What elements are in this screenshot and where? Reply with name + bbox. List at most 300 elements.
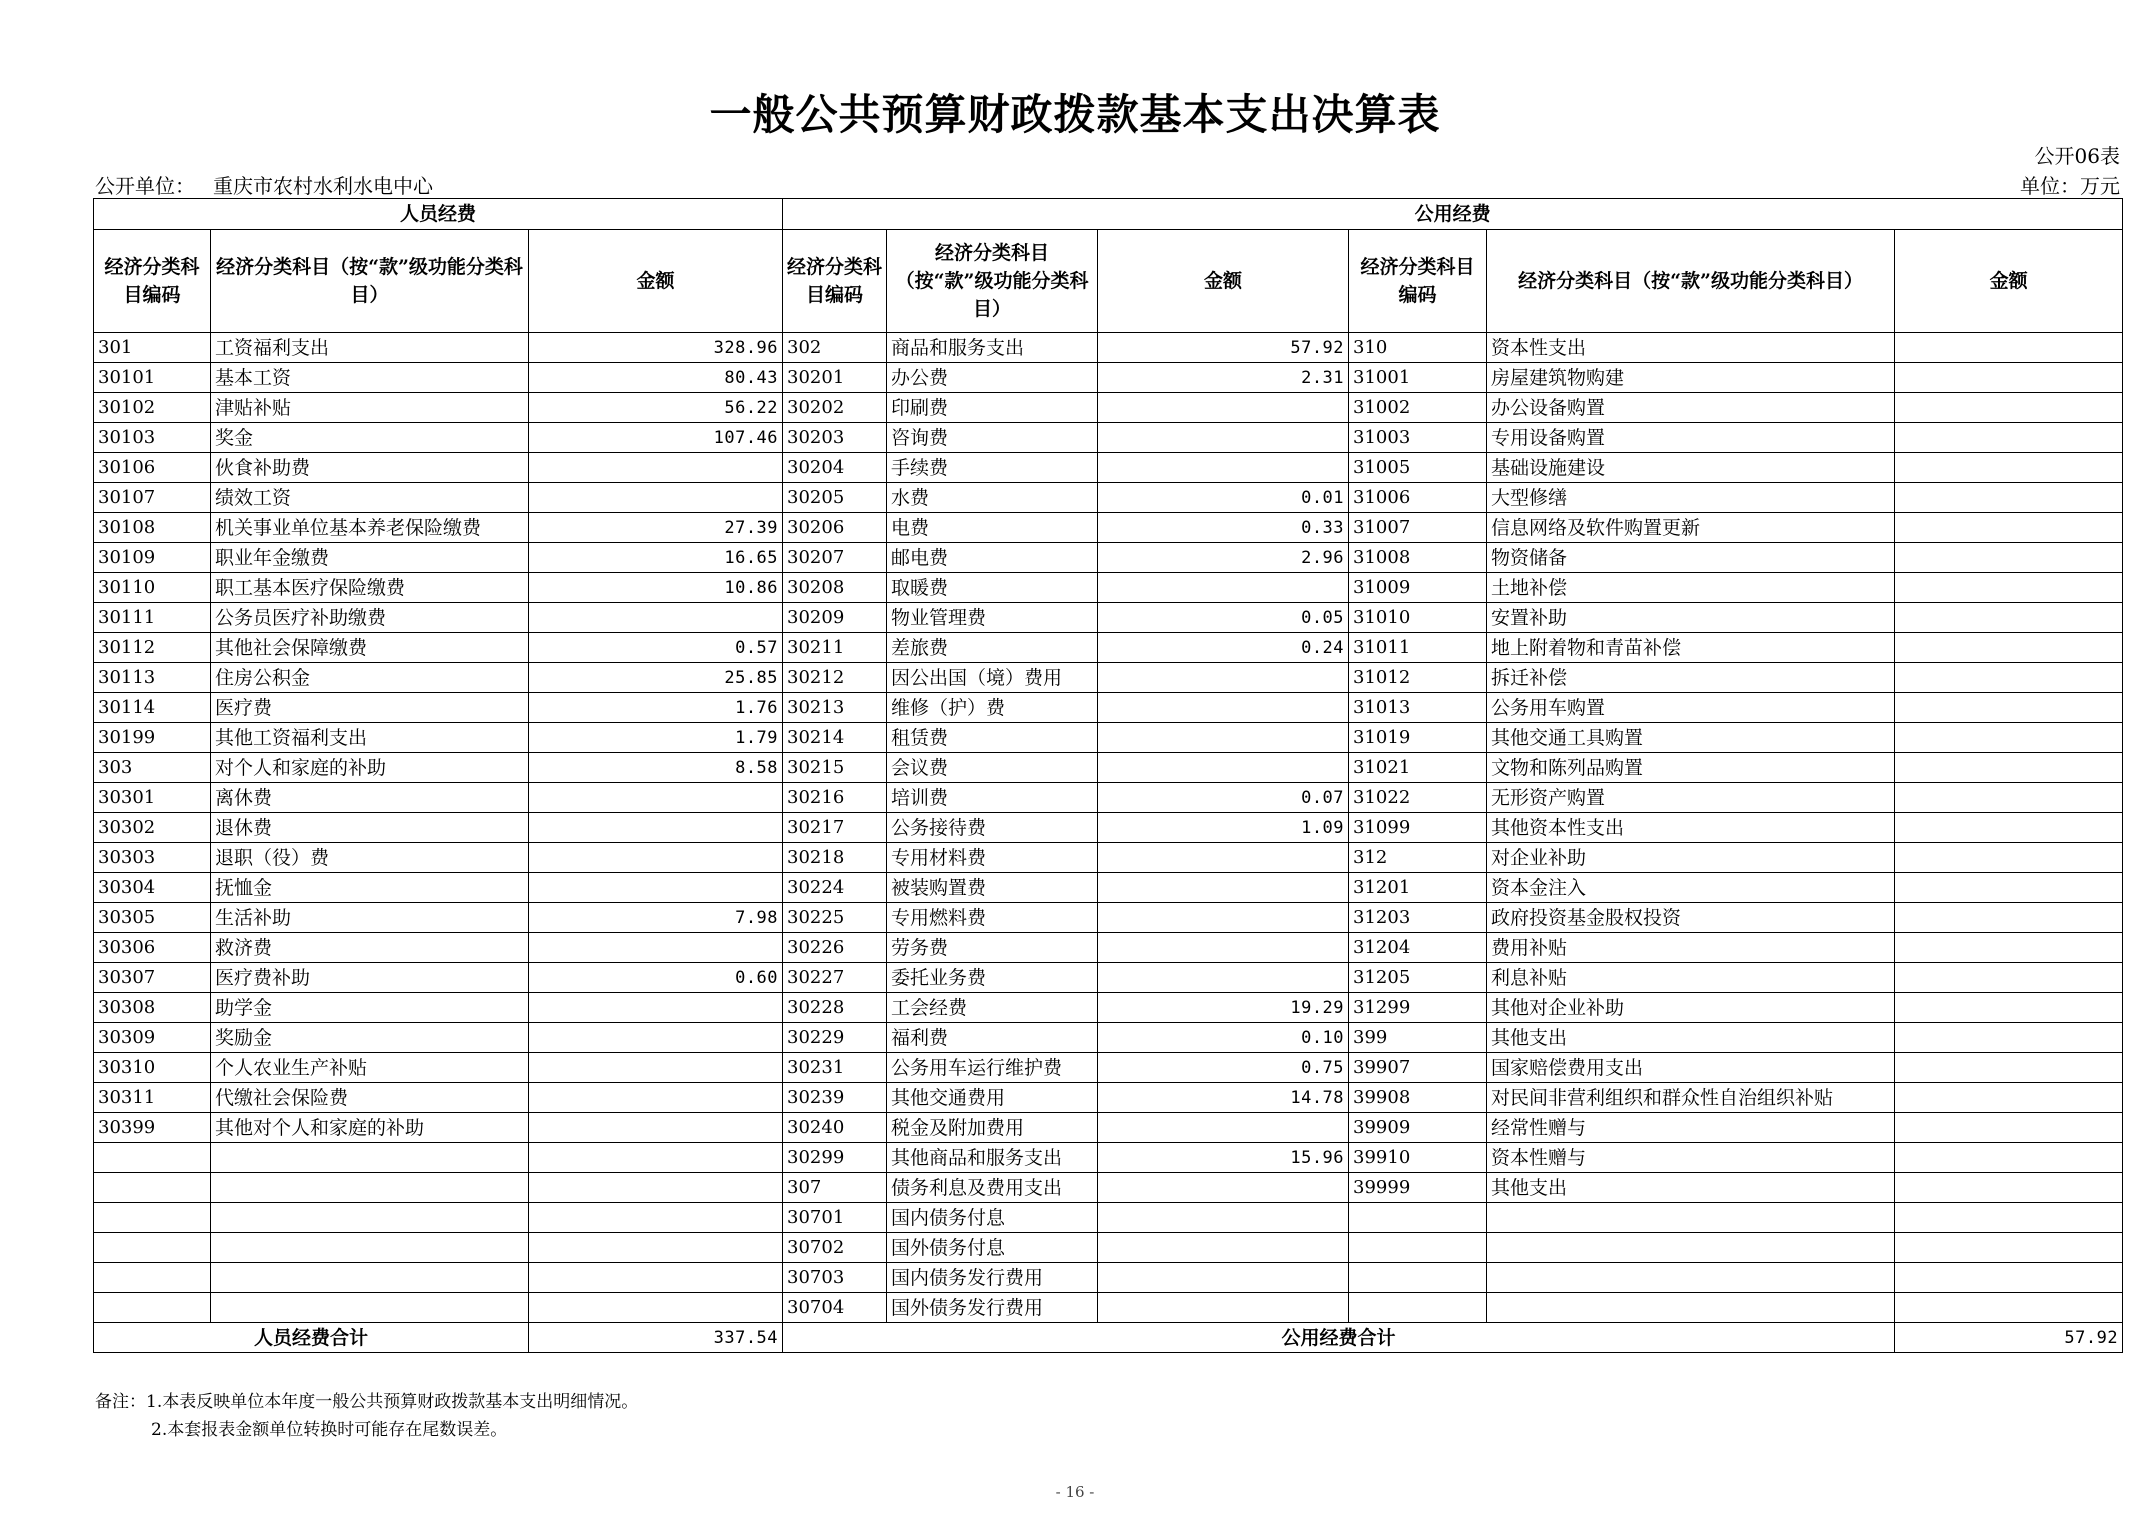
p-amount-cell xyxy=(529,1173,783,1203)
p-amount-cell xyxy=(529,993,783,1023)
p-amount-cell: 56.22 xyxy=(529,393,783,423)
u-amount-cell: 15.96 xyxy=(1098,1143,1349,1173)
p-name-cell xyxy=(211,1293,529,1323)
public-total-amount: 57.92 xyxy=(1895,1323,2123,1353)
notes xyxy=(95,1388,638,1444)
c-name-cell: 其他交通工具购置 xyxy=(1487,723,1895,753)
p-code-cell: 30310 xyxy=(94,1053,211,1083)
p-amount-cell xyxy=(529,483,783,513)
u-name-cell: 咨询费 xyxy=(887,423,1098,453)
currency-unit: 单位：万元 xyxy=(2020,174,2120,198)
p-name-cell: 伙食补助费 xyxy=(211,453,529,483)
u-name-cell: 国内债务付息 xyxy=(887,1203,1098,1233)
p-amount-cell xyxy=(529,1263,783,1293)
c-name-cell: 政府投资基金股权投资 xyxy=(1487,903,1895,933)
p-amount-cell xyxy=(529,453,783,483)
table-row xyxy=(94,453,2123,483)
c-amount-cell xyxy=(1895,933,2123,963)
p-amount-cell: 16.65 xyxy=(529,543,783,573)
u-code-cell: 30701 xyxy=(783,1203,887,1233)
u-amount-cell xyxy=(1098,1173,1349,1203)
c-amount-cell xyxy=(1895,513,2123,543)
u-amount-cell xyxy=(1098,933,1349,963)
c-name-cell: 大型修缮 xyxy=(1487,483,1895,513)
table-row xyxy=(94,993,2123,1023)
c-name-cell: 土地补偿 xyxy=(1487,573,1895,603)
c-code-cell: 31013 xyxy=(1349,693,1487,723)
table-row xyxy=(94,1083,2123,1113)
u-code-cell: 30224 xyxy=(783,873,887,903)
c-amount-cell xyxy=(1895,1023,2123,1053)
table-row xyxy=(94,1053,2123,1083)
u-name-cell: 债务利息及费用支出 xyxy=(887,1173,1098,1203)
c-code-cell: 31006 xyxy=(1349,483,1487,513)
u-code-cell: 30225 xyxy=(783,903,887,933)
table-row xyxy=(94,813,2123,843)
c-amount-cell xyxy=(1895,723,2123,753)
u-amount-cell xyxy=(1098,1293,1349,1323)
c-code-cell: 39908 xyxy=(1349,1083,1487,1113)
c-amount-cell xyxy=(1895,1173,2123,1203)
u-name-cell: 被装购置费 xyxy=(887,873,1098,903)
p-amount-cell xyxy=(529,1293,783,1323)
header-p-name: 经济分类科目（按“款”级功能分类科目） xyxy=(211,230,529,333)
p-code-cell: 30301 xyxy=(94,783,211,813)
u-name-cell: 水费 xyxy=(887,483,1098,513)
c-amount-cell xyxy=(1895,1293,2123,1323)
p-amount-cell xyxy=(529,1023,783,1053)
p-code-cell: 30305 xyxy=(94,903,211,933)
p-amount-cell: 80.43 xyxy=(529,363,783,393)
u-amount-cell xyxy=(1098,753,1349,783)
p-amount-cell: 0.57 xyxy=(529,633,783,663)
u-name-cell: 差旅费 xyxy=(887,633,1098,663)
section-personnel: 人员经费 xyxy=(94,199,783,230)
header-p-amount: 金额 xyxy=(529,230,783,333)
c-code-cell: 31011 xyxy=(1349,633,1487,663)
c-name-cell xyxy=(1487,1233,1895,1263)
u-name-cell: 物业管理费 xyxy=(887,603,1098,633)
p-name-cell xyxy=(211,1203,529,1233)
c-code-cell: 31022 xyxy=(1349,783,1487,813)
u-amount-cell: 0.24 xyxy=(1098,633,1349,663)
c-amount-cell xyxy=(1895,1203,2123,1233)
table-row xyxy=(94,1113,2123,1143)
c-code-cell: 31005 xyxy=(1349,453,1487,483)
p-code-cell: 30307 xyxy=(94,963,211,993)
u-amount-cell: 0.10 xyxy=(1098,1023,1349,1053)
p-name-cell: 机关事业单位基本养老保险缴费 xyxy=(211,513,529,543)
p-name-cell: 奖金 xyxy=(211,423,529,453)
u-amount-cell xyxy=(1098,1203,1349,1233)
table-row xyxy=(94,723,2123,753)
u-name-cell: 取暖费 xyxy=(887,573,1098,603)
totals-row xyxy=(94,1323,2123,1353)
c-code-cell: 31009 xyxy=(1349,573,1487,603)
u-amount-cell: 0.75 xyxy=(1098,1053,1349,1083)
p-amount-cell xyxy=(529,1143,783,1173)
table-row xyxy=(94,333,2123,363)
c-name-cell xyxy=(1487,1203,1895,1233)
u-name-cell: 会议费 xyxy=(887,753,1098,783)
table-row xyxy=(94,543,2123,573)
p-name-cell: 抚恤金 xyxy=(211,873,529,903)
u-name-cell: 因公出国（境）费用 xyxy=(887,663,1098,693)
u-code-cell: 307 xyxy=(783,1173,887,1203)
p-amount-cell xyxy=(529,783,783,813)
c-amount-cell xyxy=(1895,543,2123,573)
table-row xyxy=(94,1263,2123,1293)
c-name-cell: 利息补贴 xyxy=(1487,963,1895,993)
c-code-cell: 31012 xyxy=(1349,663,1487,693)
p-amount-cell xyxy=(529,873,783,903)
c-code-cell: 31099 xyxy=(1349,813,1487,843)
form-number: 公开06表 xyxy=(2034,144,2120,168)
u-code-cell: 30217 xyxy=(783,813,887,843)
p-code-cell xyxy=(94,1293,211,1323)
u-amount-cell: 0.33 xyxy=(1098,513,1349,543)
p-code-cell: 30114 xyxy=(94,693,211,723)
u-amount-cell xyxy=(1098,573,1349,603)
p-code-cell xyxy=(94,1233,211,1263)
u-amount-cell xyxy=(1098,1113,1349,1143)
u-amount-cell: 57.92 xyxy=(1098,333,1349,363)
header-c-code: 经济分类科目编码 xyxy=(1349,230,1487,333)
c-amount-cell xyxy=(1895,753,2123,783)
u-name-cell: 维修（护）费 xyxy=(887,693,1098,723)
c-code-cell: 31010 xyxy=(1349,603,1487,633)
section-public: 公用经费 xyxy=(783,199,2123,230)
c-name-cell: 房屋建筑物购建 xyxy=(1487,363,1895,393)
u-code-cell: 30229 xyxy=(783,1023,887,1053)
u-code-cell: 30211 xyxy=(783,633,887,663)
c-amount-cell xyxy=(1895,993,2123,1023)
p-name-cell xyxy=(211,1143,529,1173)
u-amount-cell: 2.96 xyxy=(1098,543,1349,573)
p-amount-cell: 25.85 xyxy=(529,663,783,693)
u-code-cell: 30239 xyxy=(783,1083,887,1113)
c-amount-cell xyxy=(1895,393,2123,423)
c-code-cell xyxy=(1349,1203,1487,1233)
p-code-cell xyxy=(94,1203,211,1233)
p-code-cell: 30399 xyxy=(94,1113,211,1143)
u-amount-cell xyxy=(1098,663,1349,693)
c-amount-cell xyxy=(1895,1113,2123,1143)
c-code-cell xyxy=(1349,1233,1487,1263)
p-name-cell: 退休费 xyxy=(211,813,529,843)
p-code-cell xyxy=(94,1263,211,1293)
p-name-cell: 住房公积金 xyxy=(211,663,529,693)
u-name-cell: 委托业务费 xyxy=(887,963,1098,993)
table-row xyxy=(94,513,2123,543)
u-name-cell: 租赁费 xyxy=(887,723,1098,753)
p-amount-cell xyxy=(529,1083,783,1113)
u-code-cell: 30240 xyxy=(783,1113,887,1143)
u-amount-cell: 14.78 xyxy=(1098,1083,1349,1113)
c-code-cell: 31021 xyxy=(1349,753,1487,783)
c-code-cell: 31299 xyxy=(1349,993,1487,1023)
p-amount-cell xyxy=(529,1113,783,1143)
p-amount-cell: 7.98 xyxy=(529,903,783,933)
p-amount-cell xyxy=(529,603,783,633)
u-amount-cell: 19.29 xyxy=(1098,993,1349,1023)
header-c-name: 经济分类科目（按“款”级功能分类科目） xyxy=(1487,230,1895,333)
c-amount-cell xyxy=(1895,783,2123,813)
table-row xyxy=(94,1173,2123,1203)
p-name-cell: 基本工资 xyxy=(211,363,529,393)
p-name-cell: 生活补助 xyxy=(211,903,529,933)
p-name-cell: 公务员医疗补助缴费 xyxy=(211,603,529,633)
u-code-cell: 30704 xyxy=(783,1293,887,1323)
c-name-cell: 其他支出 xyxy=(1487,1173,1895,1203)
page-title: 一般公共预算财政拨款基本支出决算表 xyxy=(709,90,1441,139)
u-code-cell: 30209 xyxy=(783,603,887,633)
p-code-cell: 30308 xyxy=(94,993,211,1023)
c-name-cell xyxy=(1487,1293,1895,1323)
table-row xyxy=(94,963,2123,993)
reporting-unit-name: 重庆市农村水利水电中心 xyxy=(213,174,433,198)
c-code-cell: 31001 xyxy=(1349,363,1487,393)
column-header-row xyxy=(94,230,2123,333)
c-amount-cell xyxy=(1895,693,2123,723)
p-name-cell xyxy=(211,1263,529,1293)
p-code-cell: 30309 xyxy=(94,1023,211,1053)
u-name-cell: 国外债务发行费用 xyxy=(887,1293,1098,1323)
u-code-cell: 30702 xyxy=(783,1233,887,1263)
table-row xyxy=(94,903,2123,933)
c-amount-cell xyxy=(1895,603,2123,633)
u-name-cell: 印刷费 xyxy=(887,393,1098,423)
c-amount-cell xyxy=(1895,1083,2123,1113)
c-name-cell: 国家赔偿费用支出 xyxy=(1487,1053,1895,1083)
p-code-cell: 303 xyxy=(94,753,211,783)
c-code-cell: 31205 xyxy=(1349,963,1487,993)
c-name-cell: 专用设备购置 xyxy=(1487,423,1895,453)
c-name-cell: 费用补贴 xyxy=(1487,933,1895,963)
table-row xyxy=(94,753,2123,783)
u-name-cell: 办公费 xyxy=(887,363,1098,393)
p-code-cell xyxy=(94,1143,211,1173)
c-amount-cell xyxy=(1895,1053,2123,1083)
p-code-cell: 30109 xyxy=(94,543,211,573)
u-name-cell: 电费 xyxy=(887,513,1098,543)
expenditure-table xyxy=(93,198,2123,1353)
p-name-cell: 医疗费补助 xyxy=(211,963,529,993)
p-name-cell: 其他社会保障缴费 xyxy=(211,633,529,663)
c-code-cell xyxy=(1349,1293,1487,1323)
table-row xyxy=(94,1293,2123,1323)
c-amount-cell xyxy=(1895,663,2123,693)
u-code-cell: 30231 xyxy=(783,1053,887,1083)
c-amount-cell xyxy=(1895,873,2123,903)
p-code-cell: 30110 xyxy=(94,573,211,603)
header-u-name: 经济分类科目（按“款”级功能分类科目） xyxy=(887,230,1098,333)
c-name-cell: 其他资本性支出 xyxy=(1487,813,1895,843)
c-name-cell: 地上附着物和青苗补偿 xyxy=(1487,633,1895,663)
c-name-cell: 无形资产购置 xyxy=(1487,783,1895,813)
p-amount-cell xyxy=(529,813,783,843)
c-amount-cell xyxy=(1895,573,2123,603)
u-amount-cell xyxy=(1098,1233,1349,1263)
c-code-cell: 31008 xyxy=(1349,543,1487,573)
c-code-cell: 31002 xyxy=(1349,393,1487,423)
u-code-cell: 30208 xyxy=(783,573,887,603)
u-amount-cell xyxy=(1098,723,1349,753)
c-amount-cell xyxy=(1895,963,2123,993)
u-amount-cell xyxy=(1098,453,1349,483)
p-name-cell: 奖励金 xyxy=(211,1023,529,1053)
c-amount-cell xyxy=(1895,843,2123,873)
table-row xyxy=(94,873,2123,903)
c-amount-cell xyxy=(1895,813,2123,843)
u-code-cell: 30214 xyxy=(783,723,887,753)
c-code-cell: 31019 xyxy=(1349,723,1487,753)
c-code-cell xyxy=(1349,1263,1487,1293)
note-line-2: 2.本套报表金额单位转换时可能存在尾数误差。 xyxy=(151,1420,508,1440)
p-code-cell: 30311 xyxy=(94,1083,211,1113)
personnel-total-amount: 337.54 xyxy=(529,1323,783,1353)
p-code-cell: 30101 xyxy=(94,363,211,393)
c-code-cell: 39999 xyxy=(1349,1173,1487,1203)
c-code-cell: 39910 xyxy=(1349,1143,1487,1173)
c-name-cell: 对企业补助 xyxy=(1487,843,1895,873)
p-code-cell: 30306 xyxy=(94,933,211,963)
c-name-cell: 资本性支出 xyxy=(1487,333,1895,363)
c-code-cell: 31204 xyxy=(1349,933,1487,963)
header-p-code: 经济分类科目编码 xyxy=(94,230,211,333)
c-name-cell: 拆迁补偿 xyxy=(1487,663,1895,693)
c-amount-cell xyxy=(1895,1263,2123,1293)
c-name-cell: 公务用车购置 xyxy=(1487,693,1895,723)
table-row xyxy=(94,633,2123,663)
u-name-cell: 培训费 xyxy=(887,783,1098,813)
p-code-cell: 30106 xyxy=(94,453,211,483)
p-amount-cell xyxy=(529,843,783,873)
p-code-cell: 30112 xyxy=(94,633,211,663)
reporting-unit xyxy=(95,170,433,199)
p-name-cell: 个人农业生产补贴 xyxy=(211,1053,529,1083)
u-amount-cell xyxy=(1098,903,1349,933)
c-code-cell: 39909 xyxy=(1349,1113,1487,1143)
c-name-cell: 经常性赠与 xyxy=(1487,1113,1895,1143)
p-name-cell: 医疗费 xyxy=(211,693,529,723)
c-name-cell: 资本性赠与 xyxy=(1487,1143,1895,1173)
p-name-cell: 救济费 xyxy=(211,933,529,963)
p-code-cell: 30103 xyxy=(94,423,211,453)
p-name-cell: 绩效工资 xyxy=(211,483,529,513)
p-amount-cell: 10.86 xyxy=(529,573,783,603)
u-amount-cell: 0.01 xyxy=(1098,483,1349,513)
c-amount-cell xyxy=(1895,453,2123,483)
u-code-cell: 30204 xyxy=(783,453,887,483)
u-code-cell: 30201 xyxy=(783,363,887,393)
u-name-cell: 税金及附加费用 xyxy=(887,1113,1098,1143)
p-code-cell: 30113 xyxy=(94,663,211,693)
table-row xyxy=(94,573,2123,603)
u-name-cell: 福利费 xyxy=(887,1023,1098,1053)
u-code-cell: 30213 xyxy=(783,693,887,723)
p-name-cell: 助学金 xyxy=(211,993,529,1023)
c-name-cell: 对民间非营利组织和群众性自治组织补贴 xyxy=(1487,1083,1895,1113)
c-amount-cell xyxy=(1895,333,2123,363)
p-code-cell: 30108 xyxy=(94,513,211,543)
p-code-cell: 30111 xyxy=(94,603,211,633)
c-amount-cell xyxy=(1895,483,2123,513)
u-name-cell: 公务用车运行维护费 xyxy=(887,1053,1098,1083)
p-code-cell: 30102 xyxy=(94,393,211,423)
p-name-cell: 离休费 xyxy=(211,783,529,813)
u-amount-cell xyxy=(1098,393,1349,423)
c-name-cell: 其他支出 xyxy=(1487,1023,1895,1053)
p-name-cell: 职业年金缴费 xyxy=(211,543,529,573)
c-name-cell: 办公设备购置 xyxy=(1487,393,1895,423)
p-name-cell: 职工基本医疗保险缴费 xyxy=(211,573,529,603)
table-row xyxy=(94,1143,2123,1173)
u-name-cell: 公务接待费 xyxy=(887,813,1098,843)
u-name-cell: 劳务费 xyxy=(887,933,1098,963)
p-amount-cell xyxy=(529,933,783,963)
p-name-cell xyxy=(211,1233,529,1263)
c-code-cell: 310 xyxy=(1349,333,1487,363)
note-line-1: 备注：1.本表反映单位本年度一般公共预算财政拨款基本支出明细情况。 xyxy=(95,1392,639,1412)
p-name-cell: 对个人和家庭的补助 xyxy=(211,753,529,783)
table-row xyxy=(94,393,2123,423)
c-code-cell: 399 xyxy=(1349,1023,1487,1053)
p-name-cell xyxy=(211,1173,529,1203)
u-code-cell: 30227 xyxy=(783,963,887,993)
c-name-cell: 其他对企业补助 xyxy=(1487,993,1895,1023)
table-row xyxy=(94,663,2123,693)
header-u-amount: 金额 xyxy=(1098,230,1349,333)
reporting-unit-label: 公开单位： xyxy=(95,174,195,198)
p-amount-cell: 328.96 xyxy=(529,333,783,363)
p-amount-cell: 1.76 xyxy=(529,693,783,723)
p-amount-cell xyxy=(529,1233,783,1263)
p-amount-cell: 0.60 xyxy=(529,963,783,993)
c-name-cell: 安置补助 xyxy=(1487,603,1895,633)
public-total-label: 公用经费合计 xyxy=(783,1323,1895,1353)
c-amount-cell xyxy=(1895,633,2123,663)
c-amount-cell xyxy=(1895,423,2123,453)
u-code-cell: 30218 xyxy=(783,843,887,873)
u-name-cell: 专用燃料费 xyxy=(887,903,1098,933)
c-name-cell: 信息网络及软件购置更新 xyxy=(1487,513,1895,543)
p-amount-cell: 8.58 xyxy=(529,753,783,783)
u-code-cell: 30703 xyxy=(783,1263,887,1293)
p-code-cell: 30302 xyxy=(94,813,211,843)
u-name-cell: 国内债务发行费用 xyxy=(887,1263,1098,1293)
table-row xyxy=(94,693,2123,723)
p-amount-cell xyxy=(529,1053,783,1083)
header-c-amount: 金额 xyxy=(1895,230,2123,333)
p-amount-cell: 1.79 xyxy=(529,723,783,753)
p-code-cell: 30107 xyxy=(94,483,211,513)
c-name-cell: 资本金注入 xyxy=(1487,873,1895,903)
personnel-total-label: 人员经费合计 xyxy=(94,1323,529,1353)
table-row xyxy=(94,363,2123,393)
header-u-code: 经济分类科目编码 xyxy=(783,230,887,333)
c-code-cell: 312 xyxy=(1349,843,1487,873)
c-code-cell: 31201 xyxy=(1349,873,1487,903)
u-amount-cell xyxy=(1098,873,1349,903)
c-code-cell: 31203 xyxy=(1349,903,1487,933)
table-row xyxy=(94,1233,2123,1263)
page-number: - 16 - xyxy=(1055,1483,1095,1501)
c-amount-cell xyxy=(1895,1233,2123,1263)
u-name-cell: 手续费 xyxy=(887,453,1098,483)
p-name-cell: 其他对个人和家庭的补助 xyxy=(211,1113,529,1143)
c-amount-cell xyxy=(1895,363,2123,393)
